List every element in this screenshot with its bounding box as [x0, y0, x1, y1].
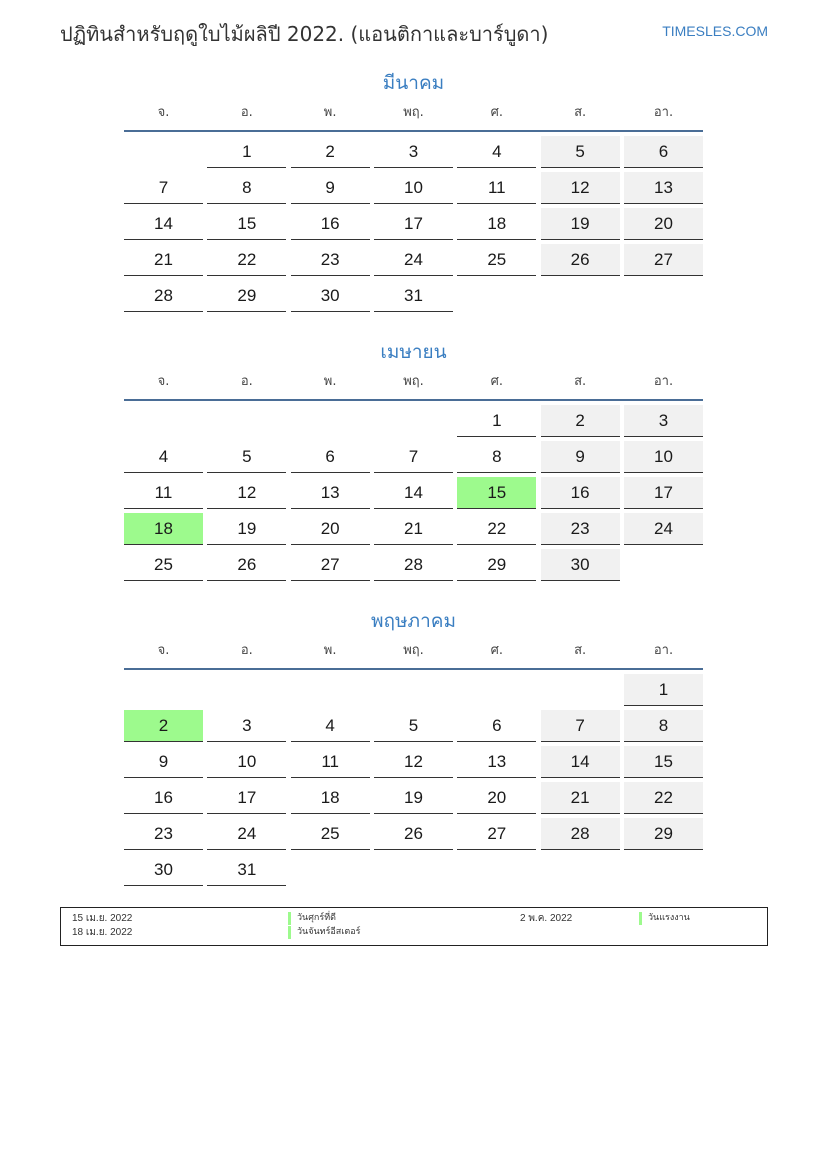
day-cell: 21: [374, 513, 453, 545]
day-cell: 31: [207, 854, 286, 886]
day-cell: 4: [291, 710, 370, 742]
day-cell: 30: [124, 854, 203, 886]
empty-cell: [291, 405, 370, 436]
month-title: มีนาคม: [382, 72, 445, 94]
day-cell: 23: [541, 513, 620, 545]
day-cell: 24: [207, 818, 286, 850]
day-cell: 12: [207, 477, 286, 509]
day-cell: 19: [374, 782, 453, 814]
weekday-label: ส.: [574, 374, 587, 389]
day-cell: 10: [374, 172, 453, 204]
brand-link[interactable]: TIMESLES.COM: [662, 23, 768, 39]
day-cell: 20: [624, 208, 703, 240]
month-block: [124, 337, 703, 581]
weekday-label: อ.: [240, 643, 253, 658]
weekday-label: จ.: [157, 643, 170, 658]
day-cell: 9: [124, 746, 203, 778]
day-cell: 28: [541, 818, 620, 850]
day-cell: 27: [457, 818, 536, 850]
legend-holiday-name: วันจันทร์อีสเตอร์: [288, 926, 360, 939]
day-cell: 28: [374, 549, 453, 581]
day-cell: 30: [541, 549, 620, 581]
legend-date: 15 เม.ย. 2022: [72, 913, 133, 924]
day-cell: 8: [457, 441, 536, 473]
day-cell: 3: [207, 710, 286, 742]
empty-cell: [291, 674, 370, 705]
day-cell: 1: [624, 674, 703, 706]
day-cell: 10: [624, 441, 703, 473]
day-cell: 31: [374, 280, 453, 312]
day-cell: 18: [457, 208, 536, 240]
weekday-label: อ.: [240, 105, 253, 120]
empty-cell: [457, 674, 536, 705]
day-cell: 7: [541, 710, 620, 742]
day-cell: 27: [291, 549, 370, 581]
day-cell: 7: [124, 172, 203, 204]
legend-date: 18 เม.ย. 2022: [72, 927, 133, 938]
day-grid: [124, 136, 703, 312]
weekday-label: อา.: [653, 643, 674, 658]
day-cell: 16: [124, 782, 203, 814]
month-title: พฤษภาคม: [371, 610, 456, 632]
day-cell: 24: [624, 513, 703, 545]
day-cell: 14: [374, 477, 453, 509]
day-cell: 2: [541, 405, 620, 437]
weekday-label: จ.: [157, 105, 170, 120]
day-cell: 14: [541, 746, 620, 778]
day-cell: 17: [207, 782, 286, 814]
weekday-label: พ.: [323, 105, 337, 120]
weekday-header: [124, 642, 703, 670]
day-cell: 5: [541, 136, 620, 168]
day-cell: 22: [457, 513, 536, 545]
weekday-label: พ.: [323, 374, 337, 389]
empty-cell: [374, 674, 453, 705]
day-cell: 8: [207, 172, 286, 204]
day-cell: 13: [457, 746, 536, 778]
day-cell: 27: [624, 244, 703, 276]
weekday-label: พฤ.: [403, 643, 424, 658]
empty-cell: [374, 405, 453, 436]
day-cell: 21: [124, 244, 203, 276]
day-cell: 6: [624, 136, 703, 168]
day-cell: 3: [624, 405, 703, 437]
day-cell: 12: [374, 746, 453, 778]
day-cell: 16: [541, 477, 620, 509]
day-cell: 20: [291, 513, 370, 545]
day-cell: 21: [541, 782, 620, 814]
weekday-label: อา.: [653, 105, 674, 120]
day-cell: 17: [624, 477, 703, 509]
day-cell: 22: [207, 244, 286, 276]
day-cell: 22: [624, 782, 703, 814]
day-cell: 30: [291, 280, 370, 312]
weekday-label: ส.: [574, 105, 587, 120]
day-cell: 11: [291, 746, 370, 778]
day-cell: 14: [124, 208, 203, 240]
day-cell: 29: [624, 818, 703, 850]
day-cell: 18: [291, 782, 370, 814]
day-cell: 29: [457, 549, 536, 581]
day-cell: 26: [541, 244, 620, 276]
weekday-label: อ.: [240, 374, 253, 389]
empty-cell: [207, 405, 286, 436]
day-cell: 26: [207, 549, 286, 581]
weekday-label: พฤ.: [403, 105, 424, 120]
day-cell: 6: [457, 710, 536, 742]
legend-date: 2 พ.ค. 2022: [520, 913, 573, 924]
empty-cell: [124, 674, 203, 705]
weekday-header: [124, 373, 703, 401]
day-cell: 4: [457, 136, 536, 168]
day-cell: 7: [374, 441, 453, 473]
day-cell: 12: [541, 172, 620, 204]
weekday-label: พ.: [323, 643, 337, 658]
day-cell: 4: [124, 441, 203, 473]
day-cell: 11: [457, 172, 536, 204]
day-cell: 15: [624, 746, 703, 778]
day-cell: 25: [291, 818, 370, 850]
holiday-day-cell: 18: [124, 513, 203, 545]
day-cell: 10: [207, 746, 286, 778]
day-cell: 11: [124, 477, 203, 509]
day-cell: 5: [207, 441, 286, 473]
day-cell: 8: [624, 710, 703, 742]
day-cell: 9: [541, 441, 620, 473]
day-cell: 5: [374, 710, 453, 742]
day-cell: 23: [291, 244, 370, 276]
day-cell: 25: [457, 244, 536, 276]
day-cell: 3: [374, 136, 453, 168]
day-cell: 15: [207, 208, 286, 240]
month-title: เมษายน: [380, 341, 447, 363]
weekday-label: ศ.: [490, 643, 503, 658]
day-cell: 13: [291, 477, 370, 509]
day-cell: 9: [291, 172, 370, 204]
day-cell: 13: [624, 172, 703, 204]
day-cell: 26: [374, 818, 453, 850]
day-cell: 16: [291, 208, 370, 240]
holiday-day-cell: 15: [457, 477, 536, 509]
day-grid: [124, 405, 703, 581]
weekday-label: พฤ.: [403, 374, 424, 389]
day-cell: 1: [457, 405, 536, 437]
day-cell: 28: [124, 280, 203, 312]
empty-cell: [124, 405, 203, 436]
day-cell: 25: [124, 549, 203, 581]
day-grid: [124, 674, 703, 886]
day-cell: 17: [374, 208, 453, 240]
legend-holiday-name: วันศุกร์ที่ดี: [288, 912, 336, 925]
weekday-label: ศ.: [490, 374, 503, 389]
weekday-label: ศ.: [490, 105, 503, 120]
day-cell: 2: [291, 136, 370, 168]
day-cell: 20: [457, 782, 536, 814]
day-cell: 29: [207, 280, 286, 312]
day-cell: 23: [124, 818, 203, 850]
empty-cell: [207, 674, 286, 705]
page-title: ปฏิทินสำหรับฤดูใบไม้ผลิปี 2022. (แอนติกาและบาร์บูดา): [60, 22, 549, 46]
day-cell: 24: [374, 244, 453, 276]
legend-holiday-name: วันแรงงาน: [639, 912, 690, 925]
day-cell: 1: [207, 136, 286, 168]
empty-cell: [124, 136, 203, 167]
month-block: [124, 68, 703, 312]
holiday-day-cell: 2: [124, 710, 203, 742]
weekday-header: [124, 104, 703, 132]
empty-cell: [541, 674, 620, 705]
holiday-legend: [60, 907, 768, 946]
weekday-label: อา.: [653, 374, 674, 389]
day-cell: 19: [207, 513, 286, 545]
day-cell: 6: [291, 441, 370, 473]
month-block: [124, 606, 703, 886]
day-cell: 19: [541, 208, 620, 240]
weekday-label: ส.: [574, 643, 587, 658]
weekday-label: จ.: [157, 374, 170, 389]
